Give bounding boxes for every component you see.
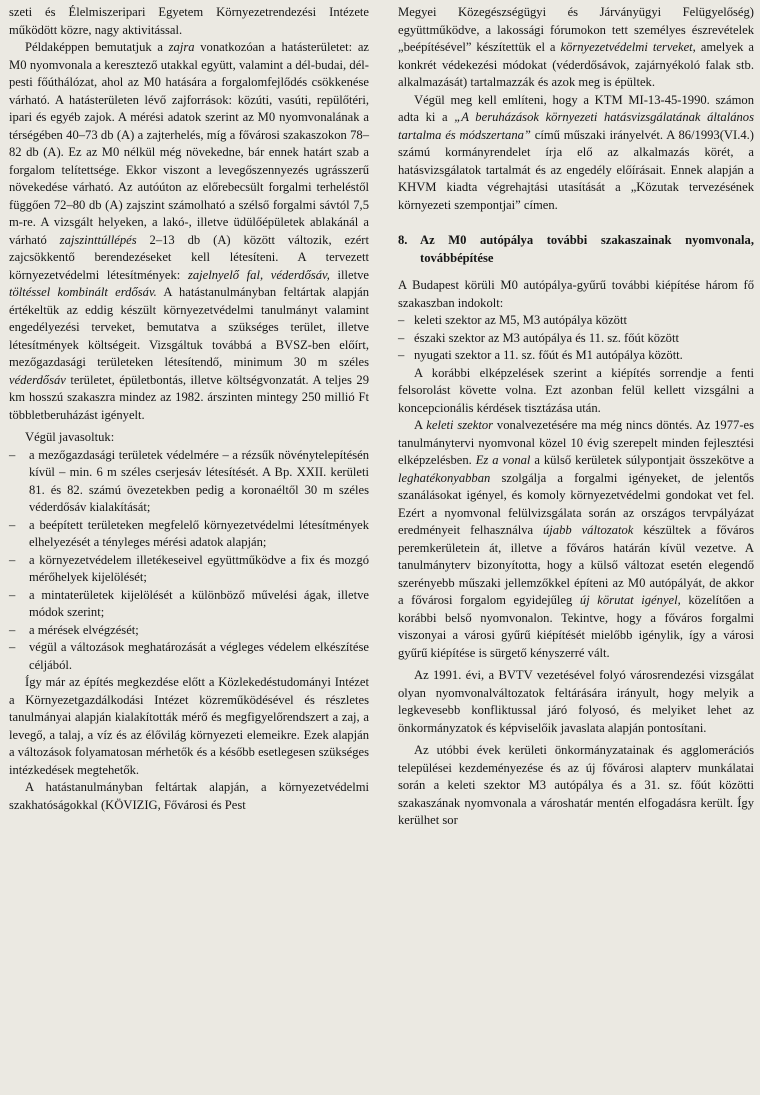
sector-list [398, 312, 754, 365]
paragraph: A korábbi elképzelések szerint a kiépítés sorrendje a fenti felsorolást követte volna. Ezt azonban felül kellett vizsgálni a koncepcionális kérdések tisztázása után. [398, 365, 754, 415]
paragraph-zaj [9, 39, 369, 424]
section-title: Az M0 autópálya további szakaszainak nyomvonala, továbbépítése [420, 233, 754, 265]
text-run: Megyei Közegészségügyi és Járványügyi Felügyelőség) együttműködve, a lakossági fórumokon tett személyes észrevételek „beépítésével” készítettük el a [398, 5, 754, 54]
text-run: készültek a főváros peremkerületein át, illetve a főváros határán kívül vezetve. A tanulmányterv bizonyította, hogy a külső változat esetén elegendő szerényebb műszaki jellemzőkkel építeni az M0 autópályát, de akkor a fővárosi forgalom egyidejűleg [398, 523, 754, 607]
paragraph: szeti és Élelmiszeripari Egyetem Környezetrendezési Intézete működött közre, nagy aktivitással. [9, 5, 369, 37]
text-run: a külső kerületek súlypontjait összekötve a [530, 453, 754, 467]
italic-text: leghatékonyabban [398, 470, 491, 485]
proposals-list [9, 447, 369, 675]
list-item: – a mintaterületek kijelölését a különböző művelési ágak, illetve módok szerint; [9, 587, 369, 622]
italic-text: újabb változatok [542, 523, 634, 537]
text-run: területet, épületbontás, illetve költségvonzatát. A teljes 29 km hosszú szakaszra mindez az 1982. árszinten mintegy 250 millió Ft többletberuházást igényelt. [9, 372, 369, 422]
italic-text: Ez a vonal [475, 453, 531, 467]
paragraph [398, 4, 754, 92]
paragraph [398, 417, 754, 662]
text-run: Példaképpen bemutatjuk a [25, 40, 169, 54]
text-run: amelyek a konkrét védekezési módokat (véderdősávok, zajárnyékoló falak stb. alkalmazását) tartalmazzák és azok meg is épültek. [398, 40, 754, 89]
text-run: A hatástanulmányban feltártak alapján értékeltük az eddig készült környezetvédelmi tanulmányt valamint engedélyezési terveket, bemutatva a szükséges terület, illetve létesítmények költségeit. Vizsgáltuk továbbá a BVSZ-ben előírt, mezőgazdasági területeken létesítendő, minimum 30 m széles [9, 285, 369, 369]
list-item: – a mezőgazdasági területek védelmére – a rézsűk növénytelepítésén kívül – min. 6 m széles cserjesáv létesítését. A Bp. XXII. kerületi 81. és 82. számú övezetekben pedig a koronaéltől 30 m széles véderdősáv kialakítását; [9, 447, 369, 517]
paragraph: Az utóbbi évek kerületi önkormányzatainak és agglomerációs települései kezdeményezése és az új fővárosi alapterv munkálatai során a keleti szektor M3 autópálya és a 31. sz. főút közötti szakaszának nyomvonala a városhatár mentén elfogadásra került. Így kerülhet sor [398, 743, 754, 827]
italic-text: véderdősáv [9, 372, 66, 387]
list-item: – a beépített területeken megfelelő környezetvédelmi létesítmények elhelyezését a tényleges mérési adatok alapján; [9, 517, 369, 552]
italic-text: töltéssel kombinált erdősáv. [9, 285, 157, 299]
text-run: A [414, 418, 427, 432]
section-number: 8. [398, 233, 408, 247]
text-run: vonatkozóan a hatásterületet: az M0 nyomvonala a keresztező utakkal együtt, valamint a dél-budai, dél-pesti főúthálózat, ahol az M0 hatására a forgalomfejlődés csökkenése várható. A hatásterületen lévő zajforrások: közúti, vasúti, repülőtéri, ipari és egyéb zajok. A mérési adatok szerint az M0 nyomvonalának a térségében 40–73 db (A) a zajterhelés, míg a fővárosi szakaszokon 78–82 db (A). Ez az M0 nélkül még növekedne, bár ennek határt szab a forgalom telítettsége. Ekkor viszont a levegőszennyezés ugrásszerű növekedése várható. Az autóúton az előrebecsült forgalmi terheléstől függően 72–80 db (A) zajszint számolható a szélső forgalmi sávtól 7,5 m-re. A vizsgált helyeken, a lakó-, illetve üdülőépületek ablakánál a várható [9, 40, 370, 247]
text-run: 2–13 db (A) között változik, ezért zajcsökkentő berendezéseket kell létesíteni. A tervezett környezetvédelmi létesítmények: [9, 232, 369, 282]
paragraph: A Budapest körüli M0 autópálya-gyűrű további kiépítése három fő szakaszban indokolt: [398, 278, 754, 310]
paragraph [398, 92, 754, 215]
italic-text: zajra [168, 40, 195, 54]
paragraph: Így már az építés megkezdése előtt a Közlekedéstudományi Intézet a Környezetgazdálkodási Intézet közreműködésével és részletes tanulmányai alapján kialakították mérő és megfigyelőrendszert a zaj, a levegő, a talaj, a víz és az élővilág környezeti elemeikre. Ezek alapján a változások folyamatosan mérhetők és a később esetlegesen szükséges intézkedések megtehetők. [9, 675, 369, 777]
list-item: – végül a változások meghatározását a végleges védelem elkészítése céljából. [9, 639, 369, 674]
text-run: szolgálja a forgalmi igényeket, de jelentős szanálásokat igényel, és komoly környezetvédelmi gondokat vet fel. Ezért a nyomvonal felülvizsgálata során az országos tervpályázat eredményeit felhasználva [398, 470, 754, 537]
paragraph-proposals-intro: Végül javasoltuk: [25, 430, 115, 444]
list-item: – a környezetvédelem illetékeseivel együttműködve a fix és mozgó mérőhelyek kijelölését; [9, 552, 369, 587]
left-column [9, 4, 369, 814]
italic-text: új körutat igényel, [579, 593, 681, 607]
list-item: – a mérések elvégzését; [9, 622, 369, 640]
italic-text: zajelnyelő fal, véderdősáv, [187, 267, 330, 282]
right-column [398, 4, 754, 830]
paragraph: Az 1991. évi, a BVTV vezetésével folyó városrendezési vizsgálat olyan nyomvonalváltozatok feltárására irányult, hogy melyik a legkevesebb konfliktussal járó folyosó, és melyiket lehet az önkormányzatok és képviselőik javaslata alapján pontosítani. [398, 668, 754, 735]
italic-text: „A beruházások környezeti hatásvizsgálatának általános tartalma és módszertana” [398, 110, 754, 142]
text-run: illetve [329, 267, 369, 282]
italic-text: környezetvédelmi terveket, [560, 40, 696, 54]
section-heading [398, 232, 754, 267]
text-run: című műszaki irányelvét. A 86/1993(VI.4.) számú kormányrendelet írja elő az alkalmazás körét, a hatásvizsgálatok tartalmát és az engedély előírásait. Ennek alapján a KHVM kiadta végrehajtási utasítását a „Közutak tervezésének környezeti szempontjai” címen. [398, 127, 754, 212]
paragraph: A hatástanulmányban feltártak alapján, a környezetvédelmi szakhatóságokkal (KÖVIZIG, Fővárosi és Pest [9, 780, 369, 812]
list-item: – nyugati szektor a 11. sz. főút és M1 autópálya között. [398, 347, 754, 365]
italic-text: keleti szektor [426, 418, 494, 432]
text-run: vonalvezetésére ma még nincs döntés. Az 1977-es tanulmánytervi nyomvonal közel 10 évig szerepelt minden fejlesztési elképzelésben. [398, 418, 755, 467]
text-run: közelítően a korábbi belső nyomvonalon. Tekintve, hogy a főváros forgalmi viszonyai a városi gyűrű kiépítését mielőbb igénylik, így a városi gyűrű kiépítése is sürgető kényszerré vált. [398, 593, 755, 660]
text-run: Végül meg kell említeni, hogy a KTM MI-13-45-1990. számon adta ki a [398, 92, 754, 124]
list-item: – keleti szektor az M5, M3 autópálya között [398, 312, 754, 330]
italic-text: zajszinttúllépés [59, 232, 137, 247]
list-item: – északi szektor az M3 autópálya és 11. sz. főút között [398, 330, 754, 348]
